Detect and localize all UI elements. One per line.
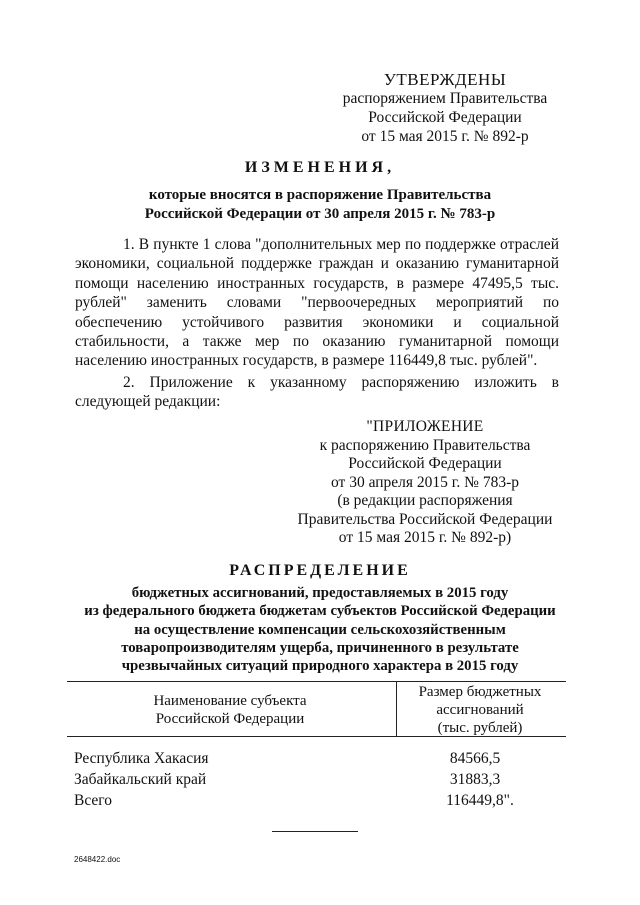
changes-subtitle-line-2: Российской Федерации от 30 апреля 2015 г. № 783-р — [144, 206, 496, 222]
appendix-line-5: Правительства Российской Федерации — [297, 510, 553, 528]
approval-line-3: от 15 мая 2015 г. № 892-р — [361, 128, 529, 145]
end-divider — [272, 831, 358, 832]
table-header-divider — [396, 681, 397, 736]
distribution-line-4: товаропроизводителям ущерба, причиненного в результате — [121, 639, 519, 656]
distribution-line-1: бюджетных ассигнований, предоставляемых в 2015 году — [131, 585, 509, 601]
column-header-subject-line-1: Наименование субъекта — [153, 693, 307, 709]
distribution-line-5: чрезвычайных ситуаций природного характера в 2015 году — [121, 658, 519, 675]
distribution-title: РАСПРЕДЕЛЕНИЕ — [229, 562, 411, 579]
appendix-line-1: к распоряжению Правительства — [319, 436, 531, 454]
approval-line-1: распоряжением Правительства — [342, 90, 548, 107]
distribution-line-3: на осуществление компенсации сельскохозяйственным — [134, 621, 506, 638]
distribution-subtitle — [60, 584, 580, 675]
appendix-line-3: от 30 апреля 2015 г. № 783-р — [331, 473, 519, 491]
distribution-line-2: из федерального бюджета бюджетам субъектов Российской Федерации — [84, 603, 556, 620]
paragraph-1: 1. В пункте 1 слова "дополнительных мер по поддержке отраслей экономики, социальной поддержке граждан и оказанию гуманитарной помощи населению иностранных государств, в размере 47495,5 тыс. рублей" заменить словами "первоочередных мероприятий по обеспечению устойчивого развития экономики и социальной стабильности, а также мер по оказанию гуманитарной помощи населению иностранных государств, в размере 116449,8 тыс. рублей". — [75, 236, 559, 370]
column-header-subject-line-2: Российской Федерации — [155, 711, 305, 727]
appendix-title: "ПРИЛОЖЕНИЕ — [366, 418, 484, 435]
paragraph-2: 2. Приложение к указанному распоряжению изложить в следующей редакции: — [75, 374, 559, 411]
approval-line-2: Российской Федерации — [368, 109, 522, 126]
changes-subtitle-line-1: которые вносятся в распоряжение Правительства — [148, 187, 492, 203]
table-row-name: Забайкальский край — [74, 771, 207, 788]
column-header-amount-line-3: (тыс. рублей) — [437, 720, 523, 736]
document-id: 2648422.doc — [74, 855, 121, 864]
column-header-subject — [100, 692, 360, 728]
table-row-name: Республика Хакасия — [74, 750, 209, 767]
column-header-amount-line-1: Размер бюджетных — [418, 684, 542, 700]
changes-subtitle — [60, 186, 580, 224]
table-top-rule — [67, 681, 566, 682]
column-header-amount — [405, 683, 555, 737]
changes-title: ИЗМЕНЕНИЯ, — [244, 159, 396, 176]
approval-title: УТВЕРЖДЕНЫ — [383, 70, 507, 89]
appendix-block — [290, 418, 560, 548]
approval-block — [340, 70, 550, 146]
appendix-line-4: (в редакции распоряжения — [337, 492, 513, 509]
table-row-name: Всего — [74, 792, 113, 809]
table-row-value: 84566,5 — [449, 750, 501, 767]
column-header-amount-line-2: ассигнований — [436, 702, 524, 718]
appendix-line-6: от 15 мая 2015 г. № 892-р) — [338, 529, 512, 546]
table-row-value: 116449,8". — [446, 792, 514, 809]
appendix-line-2: Российской Федерации — [348, 455, 502, 472]
table-row-value: 31883,3 — [449, 771, 501, 788]
